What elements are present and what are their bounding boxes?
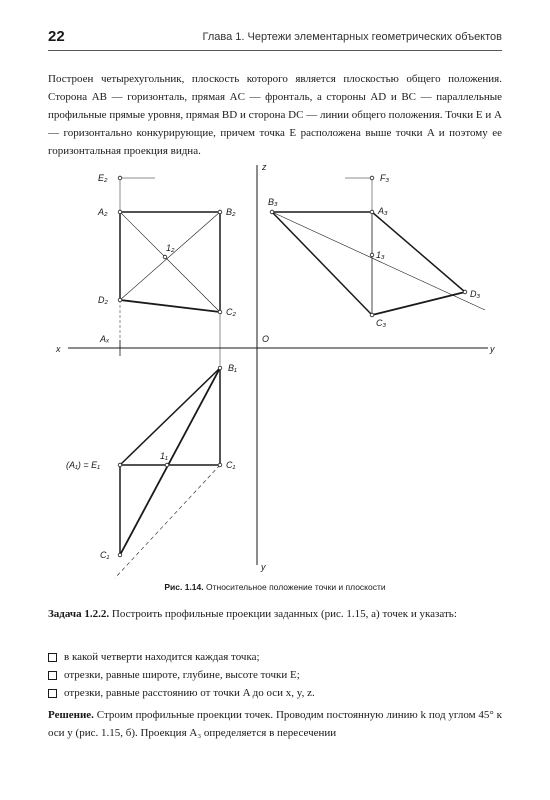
task-bullet-list — [48, 648, 315, 702]
label-A3: A₃ — [378, 206, 388, 216]
frontal-projection — [120, 178, 220, 365]
label-B2: B₂ — [226, 207, 236, 217]
label-B1: B₁ — [228, 363, 237, 373]
label-C3: C₃ — [376, 318, 387, 328]
task-paragraph — [48, 606, 502, 623]
label-C2: C₂ — [226, 307, 236, 317]
label-1-2: 1₂ — [166, 243, 175, 253]
label-F3: F₃ — [380, 173, 390, 183]
label-z: z — [262, 162, 267, 172]
label-A1-E1: (A₁) = E₁ — [66, 460, 100, 470]
label-D3: D₃ — [470, 289, 481, 299]
profile-projection — [272, 178, 485, 315]
solution-paragraph — [48, 706, 502, 742]
label-y-right: y — [490, 344, 495, 354]
label-C1-right: C₁ — [226, 460, 236, 470]
label-1-3: 1₃ — [376, 250, 385, 260]
label-y-bottom: y — [261, 562, 266, 572]
list-item: в какой четверти находится каждая точка; — [48, 648, 315, 666]
label-Ax: Aₓ — [100, 334, 110, 344]
profile-points — [270, 176, 467, 317]
page-number: 22 — [48, 28, 65, 45]
label-D2: D₂ — [98, 295, 108, 305]
label-1-1: 1₁ — [160, 451, 168, 461]
intro-paragraph: Построен четырехугольник, плоскость которого является плоскостью общего положения. Сторона AB — горизонталь, прямая AC — фронталь, а стороны AD и BC — параллельные профильные прямые уровня, прямая BD и сторона DC — линии общего положения. Точки E и A — горизонтально конкурирующие, причем точка E расположена выше точки A и поэтому ее горизонтальная проекция видна. — [48, 73, 502, 157]
list-item: отрезки, равные широте, глубине, высоте точки E; — [48, 666, 315, 684]
label-B3: B₃ — [268, 197, 278, 207]
label-E2: E₂ — [98, 173, 108, 183]
horizontal-projection — [115, 368, 220, 578]
caption-text: Относительное положение точки и плоскости — [203, 582, 386, 592]
running-head: Глава 1. Чертежи элементарных геометрических объектов — [202, 31, 502, 43]
label-x: x — [56, 344, 61, 354]
task-text: Построить профильные проекции заданных (рис. 1.15, а) точек и указать: — [109, 608, 457, 620]
list-item: отрезки, равные расстоянию от точки A до оси x, y, z. — [48, 684, 315, 702]
figure-caption — [0, 582, 550, 592]
solution-label: Решение. — [48, 709, 94, 721]
label-O: O — [262, 334, 270, 344]
solution-text: Строим профильные проекции точек. Проводим постоянную линию k под углом 45° к оси y (рис. 1.15, б). Проекция A₃ определяется в пересечении — [48, 709, 502, 739]
caption-label: Рис. 1.14. — [164, 582, 204, 592]
label-A2: A₂ — [98, 207, 108, 217]
label-C1-bottom: C₁ — [100, 550, 110, 560]
task-label: Задача 1.2.2. — [48, 608, 110, 620]
